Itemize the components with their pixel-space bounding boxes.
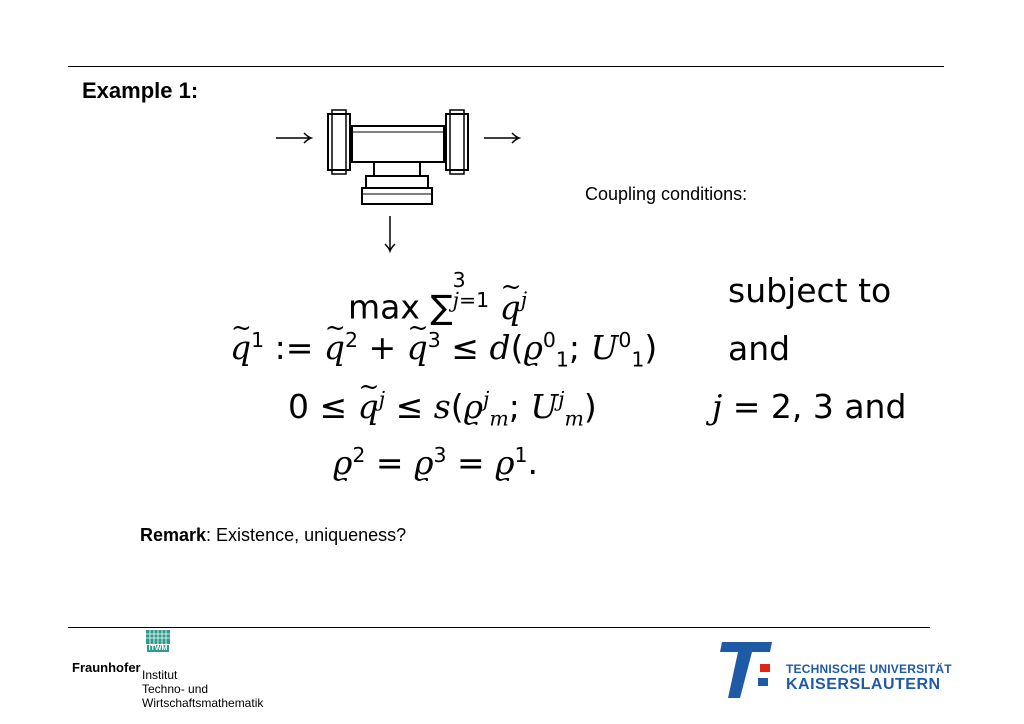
fraunhofer-name: Fraunhofer bbox=[72, 660, 141, 675]
bottom-rule bbox=[68, 627, 930, 628]
tu-kaiserslautern-logo bbox=[716, 640, 956, 702]
fraunhofer-itwm-logo bbox=[74, 630, 294, 714]
j-condition: j = 2, 3 and bbox=[712, 387, 907, 426]
tu-name-line-1: TECHNISCHE UNIVERSITÄT bbox=[786, 662, 952, 676]
institut-line-2: Techno- und bbox=[142, 682, 209, 696]
subject-to-label: subject to bbox=[728, 271, 892, 310]
institut-line-3: Wirtschaftsmathematik bbox=[142, 696, 264, 710]
equation-supply: 0 ≤ ~ $q^j \le s(ϱ^j_m$; $U^j_m$) bbox=[288, 387, 597, 426]
equation-density: $ϱ^2 = ϱ^3 = ϱ^1$. bbox=[333, 443, 539, 482]
t-junction-figure bbox=[262, 108, 532, 258]
remark bbox=[140, 525, 406, 546]
equation-demand: ~ $q^1$ := ~ $q^2$ + ~ $q^3 \le d(ϱ^0_1$; $U^0_1$) bbox=[230, 328, 657, 367]
pipe-body bbox=[328, 110, 468, 204]
institut-line-1: Institut bbox=[142, 668, 178, 682]
coupling-conditions-label: Coupling conditions: bbox=[585, 184, 748, 204]
tu-name-line-2: KAISERSLAUTERN bbox=[786, 676, 941, 693]
slide-title: Example 1: bbox=[82, 78, 199, 103]
equation-objective: max ∑$^{3 j=1}$ ~ $q^j$ bbox=[348, 270, 527, 327]
and-label: and bbox=[728, 329, 791, 368]
remark-text: : Existence, uniqueness? bbox=[206, 525, 407, 545]
itwm-grid-icon bbox=[146, 630, 170, 644]
down-arrow-icon bbox=[385, 216, 395, 251]
itwm-badge: ITWM bbox=[148, 645, 168, 652]
top-rule bbox=[68, 66, 944, 67]
remark-label: Remark bbox=[140, 525, 207, 545]
tu-emblem-icon bbox=[716, 640, 776, 698]
outflow-arrow-icon bbox=[484, 133, 519, 143]
inflow-arrow-icon bbox=[276, 133, 311, 143]
